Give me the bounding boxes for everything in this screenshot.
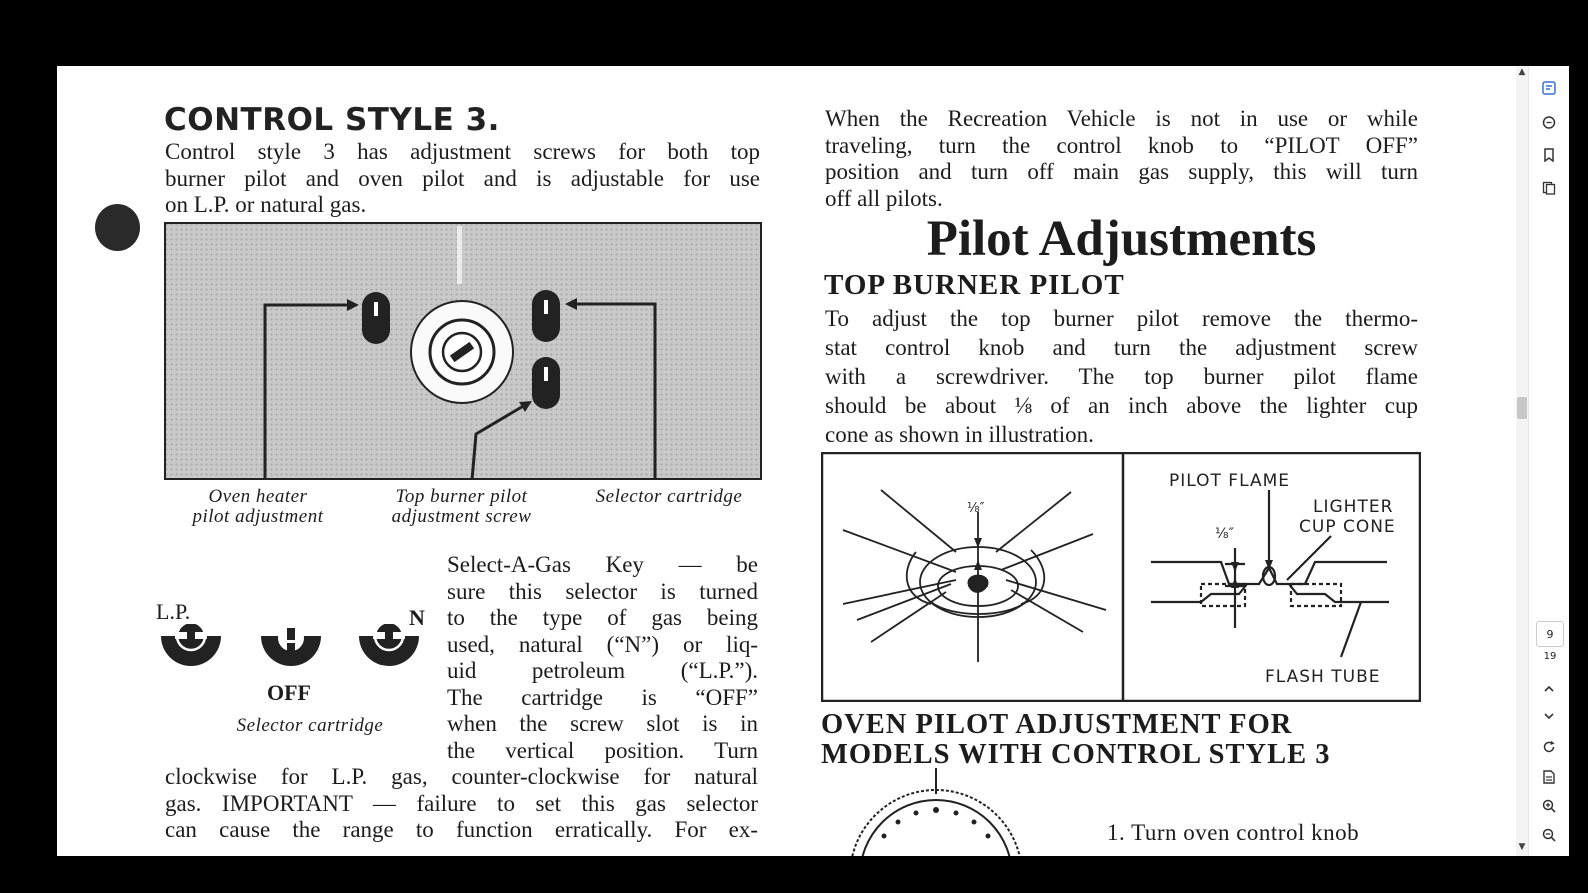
label-n: N <box>409 605 425 630</box>
caption-oven-heater: Oven heater pilot adjustment <box>192 486 324 527</box>
flash-tube-label: FLASH TUBE <box>1265 667 1381 687</box>
caption-top-burner: Top burner pilot adjustment screw <box>391 486 532 527</box>
zoom-in-icon[interactable] <box>1537 794 1561 818</box>
zoom-out-icon[interactable] <box>1537 823 1561 847</box>
bookmark-icon[interactable] <box>1537 143 1561 167</box>
document-page <box>57 66 1516 856</box>
comments-icon[interactable] <box>1537 111 1561 135</box>
rv-not-in-use-text: When the Recreation Vehicle is not in use or while traveling, turn the control knob to “PILOT OFF” position and turn off main gas supply, this will turn off all pilots. <box>825 106 1418 211</box>
pilot-adjustments-title: Pilot Adjustments <box>926 211 1317 267</box>
oven-pilot-heading: OVEN PILOT ADJUSTMENT FOR MODELS WITH CONTROL STYLE 3 <box>821 709 1331 770</box>
oven-step-1: 1. Turn oven control knob <box>1107 820 1360 845</box>
caption-selector-cartridge-2: Selector cartridge <box>236 715 384 736</box>
select-a-gas-text: Select-A-Gas Key — be sure this selector is turned to the type of gas being used, natural (“N”) or liq- uid petroleum (“L.P.”). The cartridge is “OFF” when the screw slot is in the vertical position. Turn <box>447 552 758 763</box>
control-style-intro: Control style 3 has adjustment screws for both top burner pilot and oven pilot and is adjustable for use on L.P. or natural gas. <box>165 139 760 217</box>
cup-cone-label: CUP CONE <box>1299 517 1396 537</box>
selector-n-icon <box>359 624 419 666</box>
label-off: OFF <box>267 680 311 705</box>
top-burner-pilot-text: To adjust the top burner pilot remove the thermo- stat control knob and turn the adjustment screw with a screwdriver. The top burner pilot flame should be about ⅛ of an inch above the lighter cup cone as shown in illustration. <box>825 306 1418 447</box>
selector-lp-icon <box>161 624 221 666</box>
notes-icon[interactable] <box>1537 76 1561 100</box>
control-style-heading: CONTROL STYLE 3. <box>164 102 500 138</box>
document-properties-icon[interactable] <box>1537 765 1561 789</box>
viewer-scrollbar[interactable] <box>1516 66 1528 856</box>
control-panel-illustration <box>164 222 762 480</box>
dim-left-label: ⅛″ <box>967 501 985 516</box>
lighter-label: LIGHTER <box>1313 497 1394 517</box>
label-lp: L.P. <box>156 599 191 624</box>
selector-bottom-text: clockwise for L.P. gas, counter-clockwise for natural gas. IMPORTANT — failure to set this gas selector can cause the range to function erratically. For ex- <box>165 764 758 842</box>
hole-punch-mark <box>95 204 140 251</box>
chevron-down-icon[interactable] <box>1537 704 1561 728</box>
oven-control-dial-illustration <box>842 766 1042 856</box>
selector-off-icon <box>261 625 321 666</box>
scroll-thumb[interactable] <box>1517 397 1527 419</box>
pilot-flame-label: PILOT FLAME <box>1169 471 1290 491</box>
dim-right-label: ⅛″ <box>1215 526 1234 542</box>
chevron-up-icon[interactable] <box>1537 677 1561 701</box>
caption-selector-cartridge: Selector cartridge <box>595 486 743 507</box>
scroll-up-arrow[interactable]: ▲ <box>1518 67 1526 77</box>
pages-icon[interactable] <box>1537 176 1561 200</box>
total-pages: 19 <box>1543 651 1557 662</box>
selector-cartridge-diagrams <box>157 624 427 684</box>
scroll-down-arrow[interactable]: ▼ <box>1518 842 1526 852</box>
viewer-sidebar <box>1528 66 1569 856</box>
rotate-icon[interactable] <box>1537 735 1561 759</box>
top-burner-pilot-heading: TOP BURNER PILOT <box>824 269 1125 301</box>
current-page-input[interactable]: 9 <box>1536 621 1564 647</box>
burner-pilot-illustration <box>821 452 1421 702</box>
